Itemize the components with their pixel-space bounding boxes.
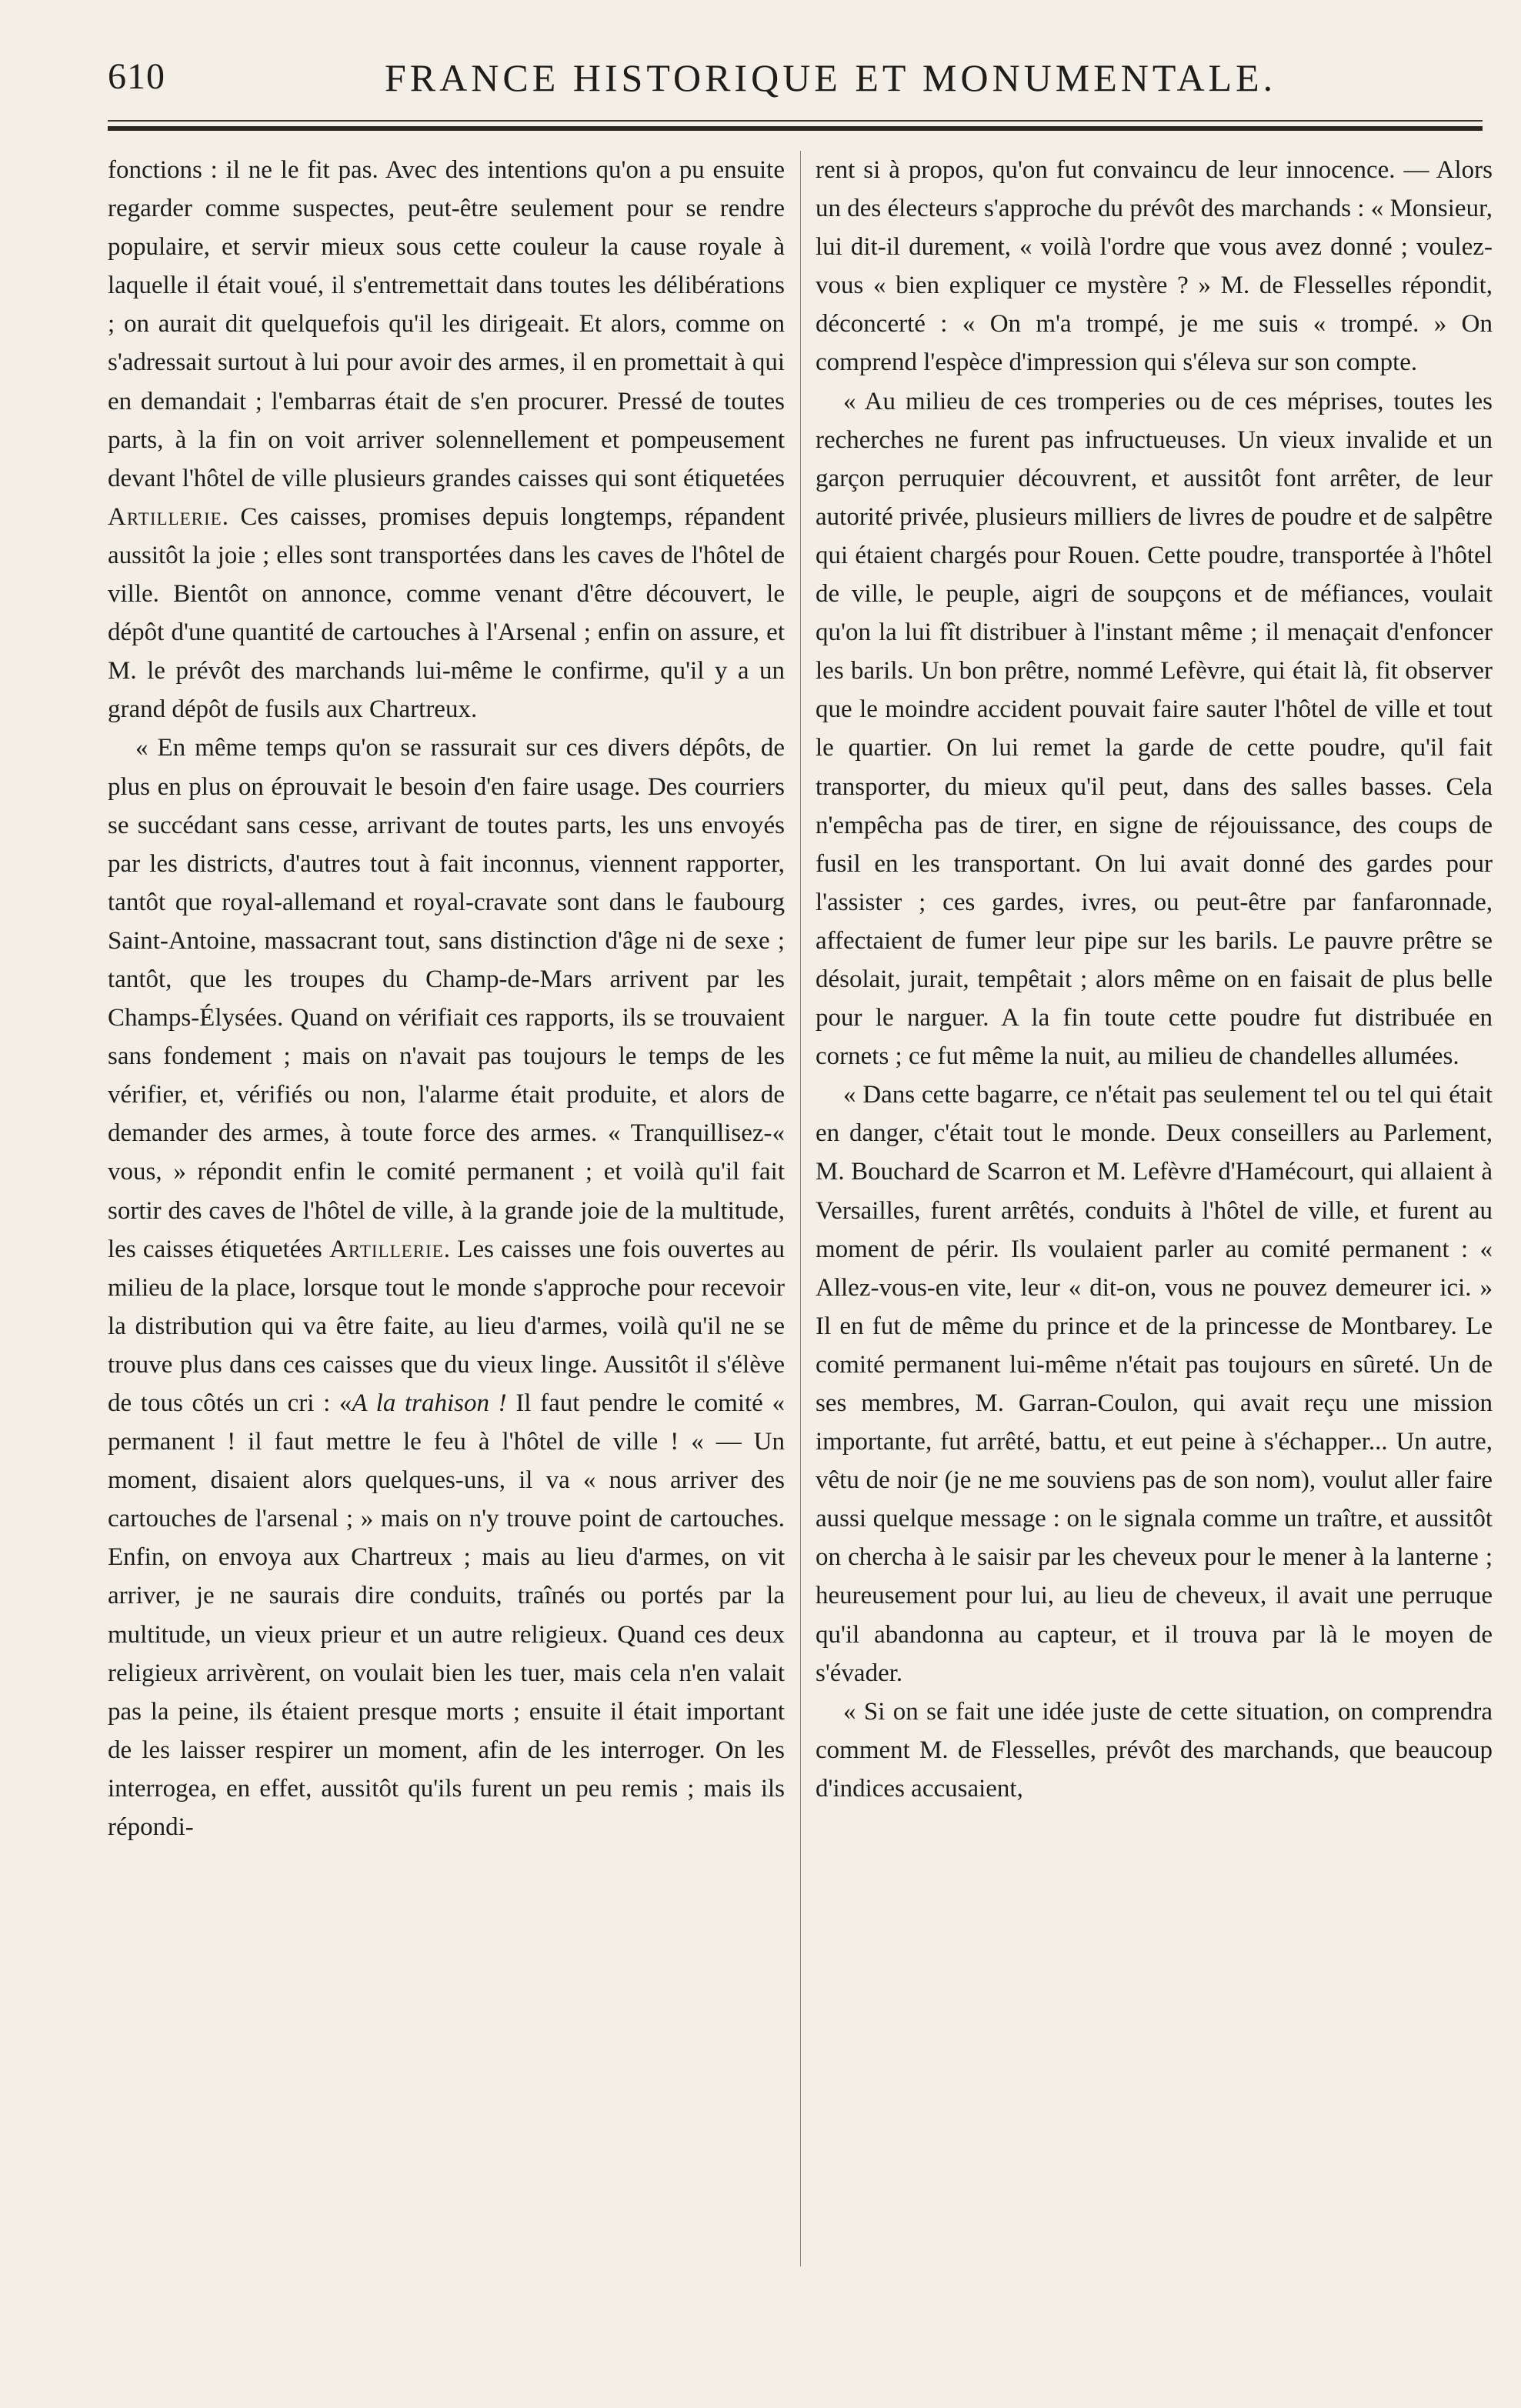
paragraph (108, 729, 785, 1846)
small-caps-term: Artillerie (329, 1235, 444, 1263)
paragraph: « Au milieu de ces tromperies ou de ces méprises, toutes les recherches ne furent pas infructueuses. Un vieux invalide et un garçon perruquier découvrent, et aussitôt font arrêter, de leur autorité privée, plusieurs milliers de livres de poudre et de salpêtre qui étaient chargés pour Rouen. Cette poudre, transportée à l'hôtel de ville, le peuple, aigri de soupçons et de méfiances, voulait qu'on la lui fît distribuer à l'instant même ; il menaçait d'enfoncer les barils. Un bon prêtre, nommé Lefèvre, qui était là, fit observer que le moindre accident pouvait faire sauter l'hôtel de ville et tout le quartier. On lui remet la garde de cette poudre, qu'il fait transporter, du mieux qu'il peut, dans des salles basses. Cela n'empêcha pas de tirer, en signe de réjouissance, des coups de fusil en les transportant. On lui avait donné des gardes pour l'assister ; ces gardes, ivres, ou peut-être par fanfaronnade, affectaient de fumer leur pipe sur les barils. Le pauvre prêtre se désolait, jurait, tempêtait ; alors même on en faisait de plus belle pour le narguer. A la fin toute cette poudre fut distribuée en cornets ; ce fut même la nuit, au milieu de chandelles allumées. (816, 387, 1493, 1071)
page-number: 610 (108, 56, 165, 97)
paragraph (108, 151, 785, 729)
text-run: « En même temps qu'on se rassurait sur ces divers dépôts, de plus en plus on éprouvait le besoin d'en faire usage. Des courriers se succédant sans cesse, arrivant de toutes parts, les uns envoyés par les districts, d'autres tout à fait inconnus, viennent rapporter, tantôt que royal-allemand et royal-cravate sont dans le faubourg Saint-Antoine, massacrant tout, sans distinction d'âge ni de sexe ; tantôt, que les troupes du Champ-de-Mars arrivent par les Champs-Élysées. Quand on vérifiait ces rapports, ils se trouvaient sans fondement ; mais on n'avait pas toujours le temps de les vérifier, et, vérifiés ou non, l'alarme était produite, et alors de demander des armes, à toute force des armes. « Tranquillisez-« vous, » répondit enfin le comité permanent ; et voilà qu'il fait sortir des caves de l'hôtel de ville, à la grande joie de la multitude, les caisses étiquetées (108, 734, 785, 1263)
italic-exclamation: A la trahison ! (352, 1389, 507, 1417)
running-title: FRANCE HISTORIQUE ET MONUMENTALE. (385, 56, 1277, 99)
paragraph: « Si on se fait une idée juste de cette situation, on comprendra comment M. de Flesselles, prévôt des marchands, que beaucoup d'indices accusaient, (816, 1697, 1493, 1803)
text-run: fonctions : il ne le fit pas. Avec des intentions qu'on a pu ensuite regarder comme suspectes, peut-être seulement pour se rendre populaire, et servir mieux sous cette couleur la cause royale à laquelle il était voué, il s'entremettait dans toutes les délibérations ; on aurait dit quelquefois qu'il les dirigeait. Et alors, comme on s'adressait surtout à lui pour avoir des armes, il en promettait à qui en demandait ; l'embarras était de s'en procurer. Pressé de toutes parts, à la fin on voit arriver solennellement et pompeusement devant l'hôtel de ville plusieurs grandes caisses qui sont étiquetées (108, 156, 785, 492)
small-caps-term: Artillerie (108, 502, 222, 531)
left-column (108, 151, 785, 1846)
paragraph: rent si à propos, qu'on fut convaincu de leur innocence. — Alors un des électeurs s'approche du prévôt des marchands : « Monsieur, lui dit-il durement, « voilà l'ordre que vous avez donné ; voulez-vous « bien expliquer ce mystère ? » M. de Flesselles répondit, déconcerté : « On m'a trompé, je me suis « trompé. » On comprend l'espèce d'impression qui s'éleva sur son compte. (816, 156, 1493, 377)
text-run: . Les caisses une fois ouvertes au milieu de la place, lorsque tout le monde s'approche pour recevoir la distribution qui va être faite, au lieu d'armes, voilà qu'il ne se trouve plus dans ces caisses que du vieux linge. Aussitôt il s'élève de tous côtés un cri : « (108, 1235, 786, 1417)
right-column (816, 151, 1493, 1808)
page-header (108, 55, 1483, 109)
text-run: . Ces caisses, promises depuis longtemps, répandent aussitôt la joie ; elles sont transportées dans les caves de l'hôtel de ville. Bientôt on annonce, comme venant d'être découvert, le dépôt d'une quantité de cartouches à l'Arsenal ; enfin on assure, et M. le prévôt des marchands lui-même le confirme, qu'il y a un grand dépôt de fusils aux Chartreux. (108, 502, 785, 724)
text-run: Il faut pendre le comité « permanent ! il faut mettre le feu à l'hôtel de ville ! « — Un moment, disaient alors quelques-uns, il va « nous arriver des cartouches de l'arsenal ; » mais on n'y trouve point de cartouches. Enfin, on envoya aux Chartreux ; mais au lieu d'armes, on vit arriver, je ne saurais dire conduits, traînés ou portés par la multitude, un vieux prieur et un autre religieux. Quand ces deux religieux arrivèrent, on voulait bien les tuer, mais cela n'en valait pas la peine, ils étaient presque morts ; ensuite il était important de les laisser respirer un moment, afin de les interroger. On les interrogea, en effet, aussitôt qu'ils furent un peu remis ; mais ils répondi- (108, 1389, 785, 1842)
header-rule-thick (108, 126, 1483, 131)
paragraph: « Dans cette bagarre, ce n'était pas seulement tel ou tel qui était en danger, c'était tout le monde. Deux conseillers au Parlement, M. Bouchard de Scarron et M. Lefèvre d'Hamécourt, qui allaient à Versailles, furent arrêtés, conduits à l'hôtel de ville, et furent au moment de périr. Ils voulaient parler au comité permanent : « Allez-vous-en vite, leur « dit-on, vous ne pouvez demeurer ici. » Il en fut de même du prince et de la princesse de Montbarey. Le comité permanent lui-même n'était pas toujours en sûreté. Un de ses membres, M. Garran-Coulon, qui avait reçu une mission importante, fut arrêté, battu, et eut peine à s'échapper... Un autre, vêtu de noir (je ne me souviens pas de son nom), voulut aller faire aussi quelque message : on le signala comme un traître, et aussitôt on chercha à le saisir par les cheveux pour le mener à la lanterne ; heureusement pour lui, au lieu de cheveux, il avait une perruque qu'il abandonna au capteur, et il trouva par là le moyen de s'évader. (816, 1081, 1493, 1687)
column-divider (800, 151, 801, 2266)
header-rule-thin (108, 120, 1483, 122)
